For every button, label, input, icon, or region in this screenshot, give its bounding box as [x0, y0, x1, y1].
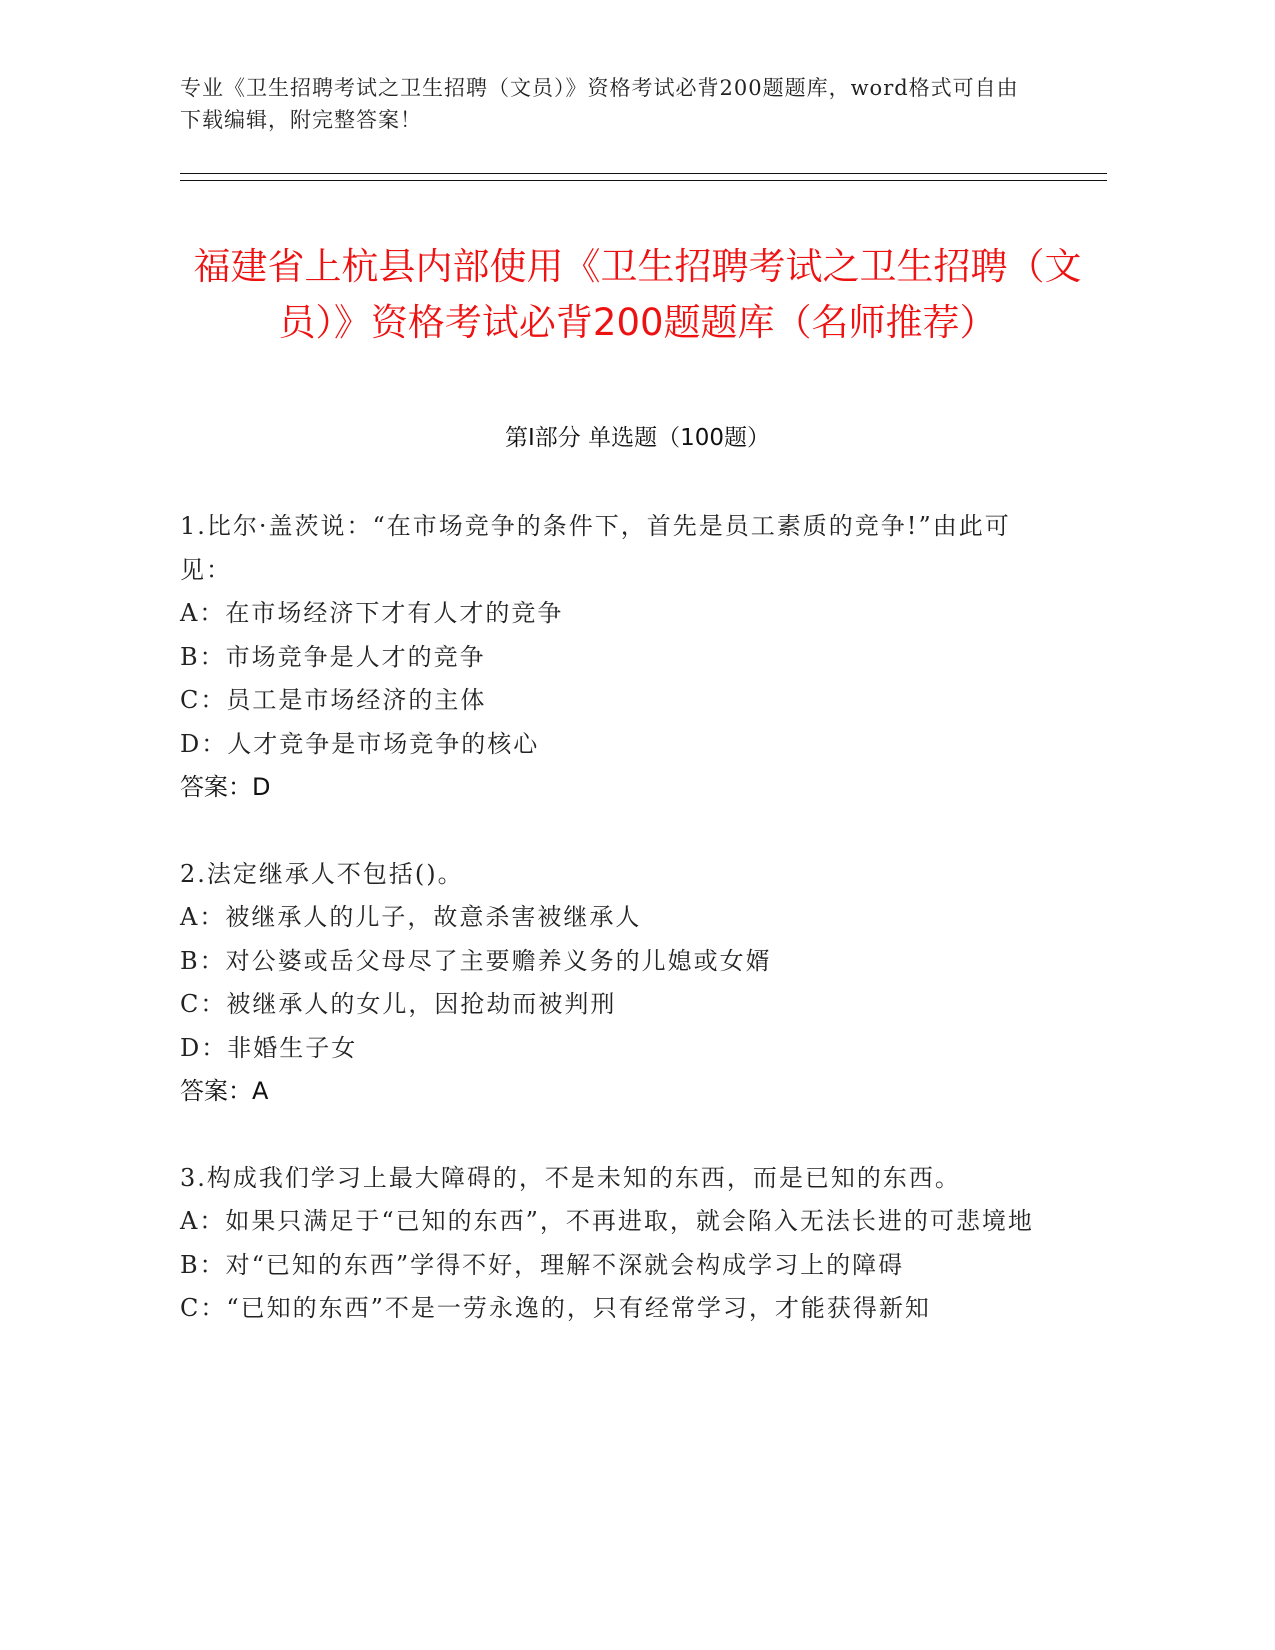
- question-1: [180, 505, 1040, 810]
- option-d: D：人才竞争是市场竞争的核心: [180, 729, 540, 758]
- option-b: B：市场竞争是人才的竞争: [180, 642, 486, 671]
- header-divider-bottom: [180, 180, 1107, 181]
- option-a: A：被继承人的儿子，故意杀害被继承人: [180, 903, 642, 931]
- header-note: 专业《卫生招聘考试之卫生招聘（文员）》资格考试必背200题题库，word格式可自由下载编辑，附完整答案！: [180, 76, 1019, 132]
- option-c: C：“已知的东西”不是一劳永逸的，只有经常学习，才能获得新知: [180, 1294, 931, 1322]
- option-a: A：在市场经济下才有人才的竞争: [180, 599, 564, 627]
- header-divider-top: [180, 173, 1107, 174]
- option-d: D：非婚生子女: [180, 1033, 358, 1062]
- question-list: [180, 505, 1040, 1374]
- question-stem: 1.比尔·盖茨说：“在市场竞争的条件下，首先是员工素质的竞争!”由此可见：: [180, 512, 1011, 584]
- option-b: B：对公婆或岳父母尽了主要赡养义务的儿媳或女婿: [180, 946, 772, 975]
- question-stem: 2.法定继承人不包括()。: [180, 859, 464, 888]
- answer-line: 答案：A: [180, 1077, 269, 1105]
- document-title: 福建省上杭县内部使用《卫生招聘考试之卫生招聘（文员）》资格考试必背200题题库（名师推荐）: [193, 244, 1082, 344]
- option-b: B：对“已知的东西”学得不好，理解不深就会构成学习上的障碍: [180, 1250, 905, 1279]
- option-c: C：被继承人的女儿，因抢劫而被判刑: [180, 990, 617, 1018]
- option-a: A：如果只满足于“已知的东西”，不再进取，就会陷入无法长进的可悲境地: [180, 1207, 1034, 1235]
- question-2: [180, 853, 1040, 1114]
- question-stem: 3.构成我们学习上最大障碍的，不是未知的东西，而是已知的东西。: [180, 1163, 961, 1192]
- section-heading: 第Ⅰ部分 单选题（100题）: [505, 425, 770, 451]
- option-c: C：员工是市场经济的主体: [180, 686, 487, 714]
- answer-line: 答案：D: [180, 773, 271, 801]
- question-3: [180, 1157, 1040, 1331]
